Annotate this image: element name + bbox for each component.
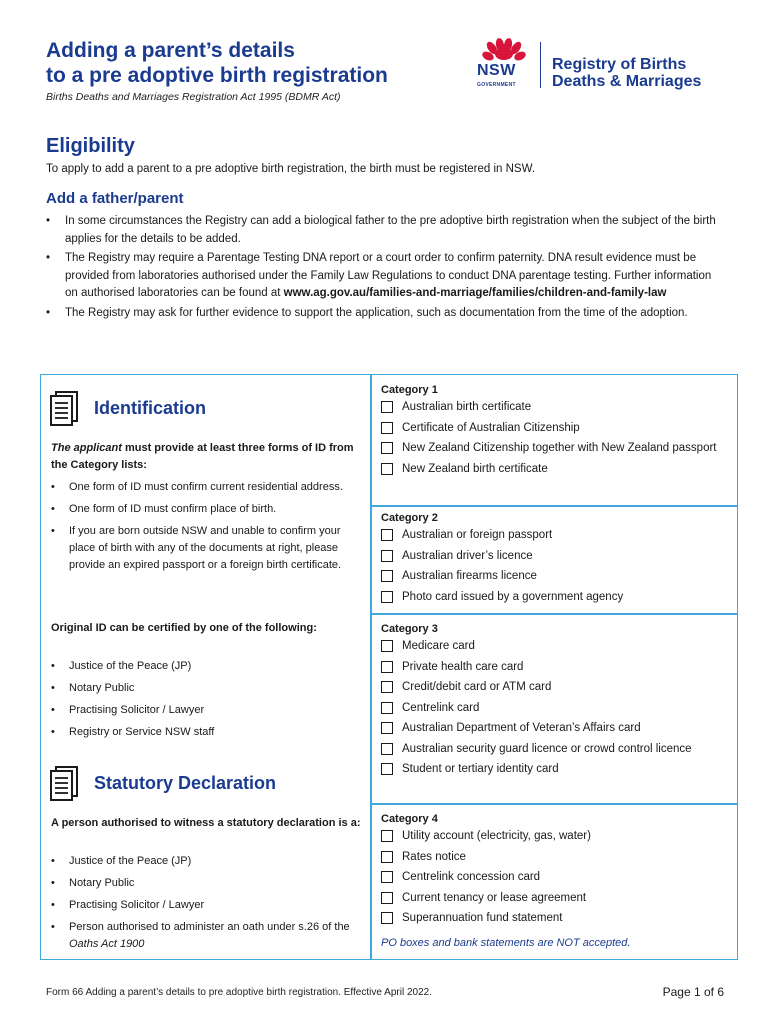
eligibility-heading: Eligibility [46,135,135,157]
checkbox-item[interactable] [381,720,733,737]
checkbox-icon[interactable] [381,681,393,693]
checkbox-label: Centrelink card [402,701,480,714]
statutory-title: Statutory Declaration [94,773,277,793]
category-heading: Category 1 [381,384,438,396]
checkbox-label: Certificate of Australian Citizenship [402,421,580,434]
list-item: • Justice of the Peace (JP) [51,658,361,675]
checkbox-label: Australian Department of Veteran’s Affairs card [402,722,641,734]
document-icon [48,390,80,426]
checkbox-icon[interactable] [381,871,393,883]
identification-title: Identification [94,398,206,418]
checkbox-item[interactable] [381,638,733,655]
checkbox-icon[interactable] [381,529,393,541]
list-item: • One form of ID must confirm place of birth. [51,501,361,518]
category-separator [370,613,738,615]
checkbox-label: Credit/debit card or ATM card [402,681,552,693]
checkbox-icon[interactable] [381,422,393,434]
registry-name-line-2: Deaths & Marriages [552,73,702,90]
checkbox-item[interactable] [381,910,733,927]
checkbox-item[interactable] [381,527,733,544]
eligibility-list [46,213,726,324]
checkbox-item[interactable] [381,659,733,676]
checkbox-icon[interactable] [381,763,393,775]
checkbox-icon[interactable] [381,661,393,673]
list-item: • In some circumstances the Registry can add a biological father to the pre adoptive birth registration when the subject of the birth applies for the details to be added. [46,213,726,248]
checkbox-label: Photo card issued by a government agency [402,590,624,603]
checkbox-item[interactable] [381,890,733,907]
checkbox-item[interactable] [381,849,733,866]
checkbox-icon[interactable] [381,401,393,413]
checkbox-item[interactable] [381,741,733,758]
checkbox-item[interactable] [381,548,733,565]
title-line-2: to a pre adoptive birth registration [46,64,388,87]
applicant-requirement: must provide at least three forms of ID from the Category lists: [51,442,354,471]
form-footer: Form 66 Adding a parent’s details to pre adoptive birth registration. Effective April 2022. [46,987,432,998]
checkbox-item[interactable] [381,461,733,478]
category-heading: Category 2 [381,512,438,524]
checkbox-label: Centrelink concession card [402,871,541,883]
checkbox-icon[interactable] [381,851,393,863]
checkbox-item[interactable] [381,869,733,886]
checkbox-icon[interactable] [381,912,393,924]
checkbox-item[interactable] [381,420,733,437]
checkbox-icon[interactable] [381,830,393,842]
checkbox-label: New Zealand Citizenship together with New Zealand passport [402,442,717,454]
registry-name [552,56,701,90]
checkbox-item[interactable] [381,761,733,778]
dna-text: The Registry may require a Parentage Testing DNA report or a court order to confirm paternity. DNA result evidence must be provided from laboratories authorised under the Family Law Regulations to conduct DNA parentage testing. Further information on authorised laboratories can be found at [65,252,712,299]
checkbox-icon[interactable] [381,892,393,904]
logo-divider [540,42,541,88]
category-heading: Category 4 [381,813,438,825]
excluded-documents-note: PO boxes and bank statements are NOT accepted. [381,937,631,949]
checkbox-item[interactable] [381,828,733,845]
checkbox-item[interactable] [381,679,733,696]
checkbox-label: Medicare card [402,640,475,652]
checkbox-item[interactable] [381,399,733,416]
certify-heading-text: Original ID can be certified by one of the following: [51,622,317,634]
witness-list [51,853,361,958]
registry-name-line-1: Registry of Births [552,56,687,73]
witness-heading [51,815,361,832]
oaths-act: Oaths Act 1900 [69,938,145,950]
category-3 [381,623,733,782]
checkbox-item[interactable] [381,700,733,717]
checkbox-item[interactable] [381,568,733,585]
checkbox-icon[interactable] [381,463,393,475]
category-4 [381,813,733,931]
page-title [46,38,388,88]
title-line-1: Adding a parent’s details [46,39,295,62]
identification-rules [51,479,361,579]
checkbox-label: New Zealand birth certificate [402,462,548,475]
certifier-list [51,658,361,746]
act-reference: Births Deaths and Marriages Registration Act 1995 (BDMR Act) [46,91,341,103]
checkbox-icon[interactable] [381,591,393,603]
document-icon [48,765,80,801]
list-item: • Practising Solicitor / Lawyer [51,702,361,719]
checkbox-label: Australian driver’s licence [402,549,533,562]
government-wordmark: GOVERNMENT [477,82,516,88]
witness-heading-text: A person authorised to witness a statutory declaration is a: [51,817,361,829]
checkbox-label: Australian birth certificate [402,401,532,413]
list-item [51,919,361,953]
checkbox-icon[interactable] [381,722,393,734]
checkbox-label: Australian or foreign passport [402,529,553,541]
category-heading: Category 3 [381,623,438,635]
checkbox-label: Australian firearms licence [402,570,537,582]
add-parent-heading: Add a father/parent [46,190,184,207]
checkbox-item[interactable] [381,440,733,457]
page-number: Page 1 of 6 [662,985,724,999]
list-item: • If you are born outside NSW and unable to confirm your place of birth with any of the documents at right, please provide an expired passport or a foreign birth certificate. [51,523,361,574]
checkbox-label: Rates notice [402,850,466,863]
list-item: • Registry or Service NSW staff [51,724,361,741]
checkbox-icon[interactable] [381,702,393,714]
checkbox-icon[interactable] [381,640,393,652]
list-item: • Notary Public [51,680,361,697]
checkbox-icon[interactable] [381,743,393,755]
category-1 [381,384,733,481]
certify-heading [51,620,361,637]
checkbox-label: Australian security guard licence or crowd control licence [402,742,692,755]
checkbox-label: Superannuation fund statement [402,912,563,924]
applicant-label: The applicant [51,442,122,454]
checkbox-icon[interactable] [381,570,393,582]
nsw-wordmark: NSW [477,62,516,79]
column-divider [370,374,372,960]
checkbox-label: Student or tertiary identity card [402,763,559,775]
checkbox-label: Private health care card [402,660,524,673]
category-separator [370,505,738,507]
list-item [46,250,726,303]
list-item: • The Registry may ask for further evidence to support the application, such as documentation from the time of the adoption. [46,305,726,323]
identification-intro [51,440,361,474]
registry-logo [474,38,734,96]
eligibility-intro: To apply to add a parent to a pre adoptive birth registration, the birth must be registered in NSW. [46,163,536,175]
checkbox-item[interactable] [381,589,733,606]
category-2 [381,512,733,609]
category-separator [370,803,738,805]
checkbox-icon[interactable] [381,550,393,562]
list-item: • Justice of the Peace (JP) [51,853,361,870]
list-item: • Practising Solicitor / Lawyer [51,897,361,914]
laboratories-link[interactable]: www.ag.gov.au/families-and-marriage/families/children-and-family-law [283,287,667,299]
oath-text: Person authorised to administer an oath under s.26 of the [69,921,350,933]
list-item: • One form of ID must confirm current residential address. [51,479,361,496]
checkbox-label: Current tenancy or lease agreement [402,891,587,904]
checkbox-icon[interactable] [381,442,393,454]
checkbox-label: Utility account (electricity, gas, water) [402,830,591,842]
list-item: • Notary Public [51,875,361,892]
